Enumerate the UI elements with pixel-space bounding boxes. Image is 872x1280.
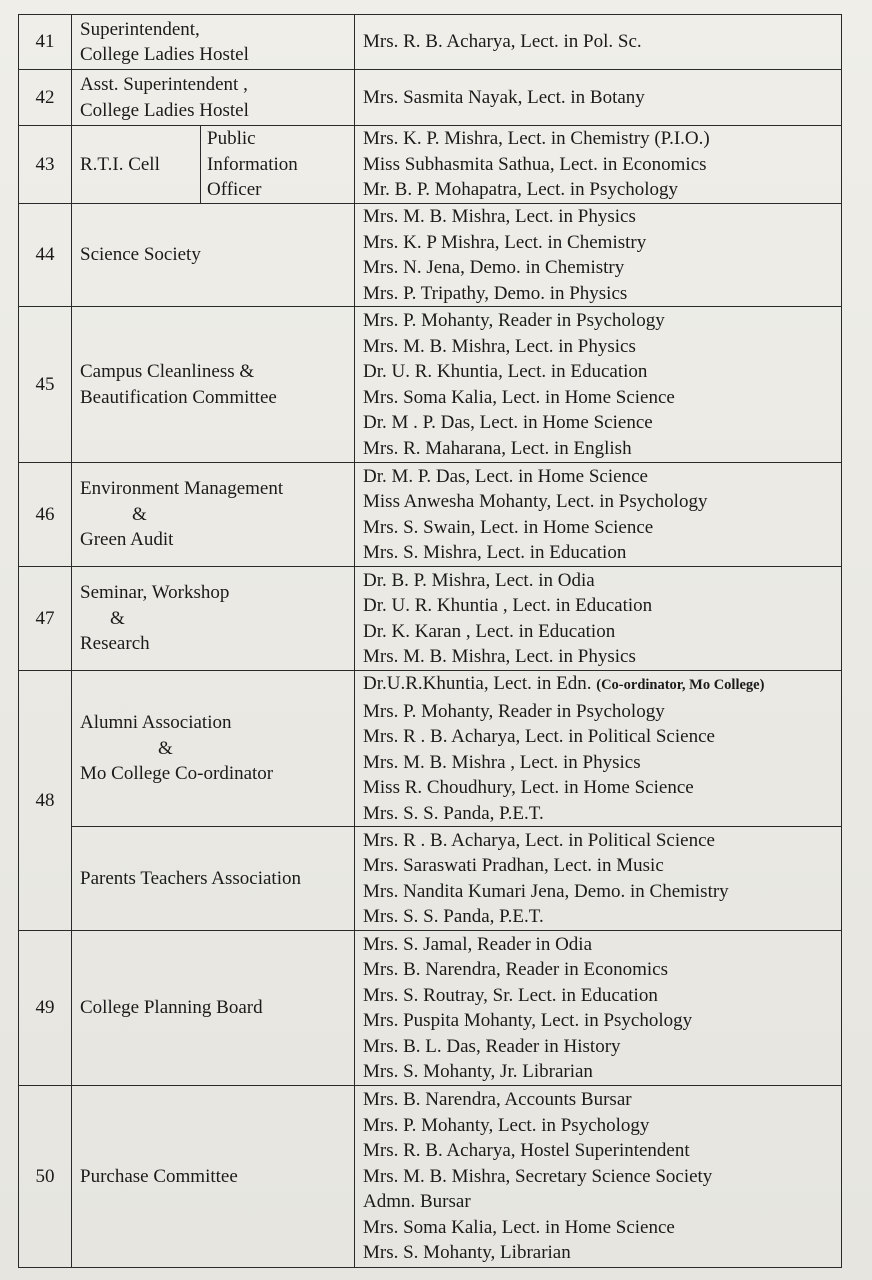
members-cell: Mrs. R . B. Acharya, Lect. in Political Science Mrs. Saraswati Pradhan, Lect. in Music Mrs. Nandita Kumari Jena, Demo. in Chemistry Mrs. S. S. Panda, P.E.T.	[355, 827, 842, 931]
row-number: 48	[19, 671, 72, 931]
members-cell: Mrs. R. B. Acharya, Lect. in Pol. Sc.	[355, 15, 842, 70]
row-number: 47	[19, 567, 72, 671]
sub-role: Public Information Officer	[200, 126, 298, 203]
table-row	[19, 15, 842, 70]
committee-name: Superintendent, College Ladies Hostel	[72, 15, 355, 70]
committee-name: College Planning Board	[72, 931, 355, 1086]
committee-name: R.T.I. Cell Public Information Officer	[72, 126, 355, 204]
committee-name: Campus Cleanliness & Beautification Committee	[72, 307, 355, 463]
committee-table	[18, 14, 842, 1268]
committee-name: Alumni Association & Mo College Co-ordinator	[72, 671, 355, 827]
row-number: 43	[19, 126, 72, 204]
row-number: 45	[19, 307, 72, 463]
table-row	[19, 463, 842, 567]
committee-name: Asst. Superintendent , College Ladies Hostel	[72, 70, 355, 126]
committee-name: Purchase Committee	[72, 1086, 355, 1268]
committee-name: Parents Teachers Association	[72, 827, 355, 931]
row-number: 50	[19, 1086, 72, 1268]
members-cell: Mrs. Sasmita Nayak, Lect. in Botany	[355, 70, 842, 126]
table-row	[19, 1086, 842, 1268]
committee-name: Seminar, Workshop & Research	[72, 567, 355, 671]
row-number: 42	[19, 70, 72, 126]
members-cell: Mrs. B. Narendra, Accounts Bursar Mrs. P. Mohanty, Lect. in Psychology Mrs. R. B. Acharya, Hostel Superintendent Mrs. M. B. Mishra, Secretary Science Society Admn. Bursar Mrs. Soma Kalia, Lect. in Home Science Mrs. S. Mohanty, Librarian	[355, 1086, 842, 1268]
members-cell: Mrs. M. B. Mishra, Lect. in Physics Mrs. K. P Mishra, Lect. in Chemistry Mrs. N. Jena, Demo. in Chemistry Mrs. P. Tripathy, Demo. in Physics	[355, 204, 842, 307]
row-number: 41	[19, 15, 72, 70]
committee-name: Environment Management & Green Audit	[72, 463, 355, 567]
table-row	[19, 126, 842, 204]
table-row	[19, 931, 842, 1086]
row-number: 44	[19, 204, 72, 307]
coordinator-note: (Co-ordinator, Mo College)	[596, 677, 765, 693]
table-row	[19, 671, 842, 827]
members-cell: Dr. M. P. Das, Lect. in Home Science Miss Anwesha Mohanty, Lect. in Psychology Mrs. S. Swain, Lect. in Home Science Mrs. S. Mishra, Lect. in Education	[355, 463, 842, 567]
table-row	[19, 204, 842, 307]
table-row	[19, 567, 842, 671]
row-number: 49	[19, 931, 72, 1086]
members-cell: Mrs. S. Jamal, Reader in Odia Mrs. B. Narendra, Reader in Economics Mrs. S. Routray, Sr. Lect. in Education Mrs. Puspita Mohanty, Lect. in Psychology Mrs. B. L. Das, Reader in History Mrs. S. Mohanty, Jr. Librarian	[355, 931, 842, 1086]
members-cell: Mrs. P. Mohanty, Reader in Psychology Mrs. M. B. Mishra, Lect. in Physics Dr. U. R. Khuntia, Lect. in Education Mrs. Soma Kalia, Lect. in Home Science Dr. M . P. Das, Lect. in Home Science Mrs. R. Maharana, Lect. in English	[355, 307, 842, 463]
members-cell: Dr. B. P. Mishra, Lect. in Odia Dr. U. R. Khuntia , Lect. in Education Dr. K. Karan , Lect. in Education Mrs. M. B. Mishra, Lect. in Physics	[355, 567, 842, 671]
row-number: 46	[19, 463, 72, 567]
table-row	[19, 70, 842, 126]
members-cell: Mrs. K. P. Mishra, Lect. in Chemistry (P.I.O.) Miss Subhasmita Sathua, Lect. in Economics Mr. B. P. Mohapatra, Lect. in Psychology	[355, 126, 842, 204]
members-cell: Dr.U.R.Khuntia, Lect. in Edn. (Co-ordinator, Mo College) Mrs. P. Mohanty, Reader in Psychology Mrs. R . B. Acharya, Lect. in Political Science Mrs. M. B. Mishra , Lect. in Physics Miss R. Choudhury, Lect. in Home Science Mrs. S. S. Panda, P.E.T.	[355, 671, 842, 827]
table-row	[19, 827, 842, 931]
table-row	[19, 307, 842, 463]
committee-name: Science Society	[72, 204, 355, 307]
